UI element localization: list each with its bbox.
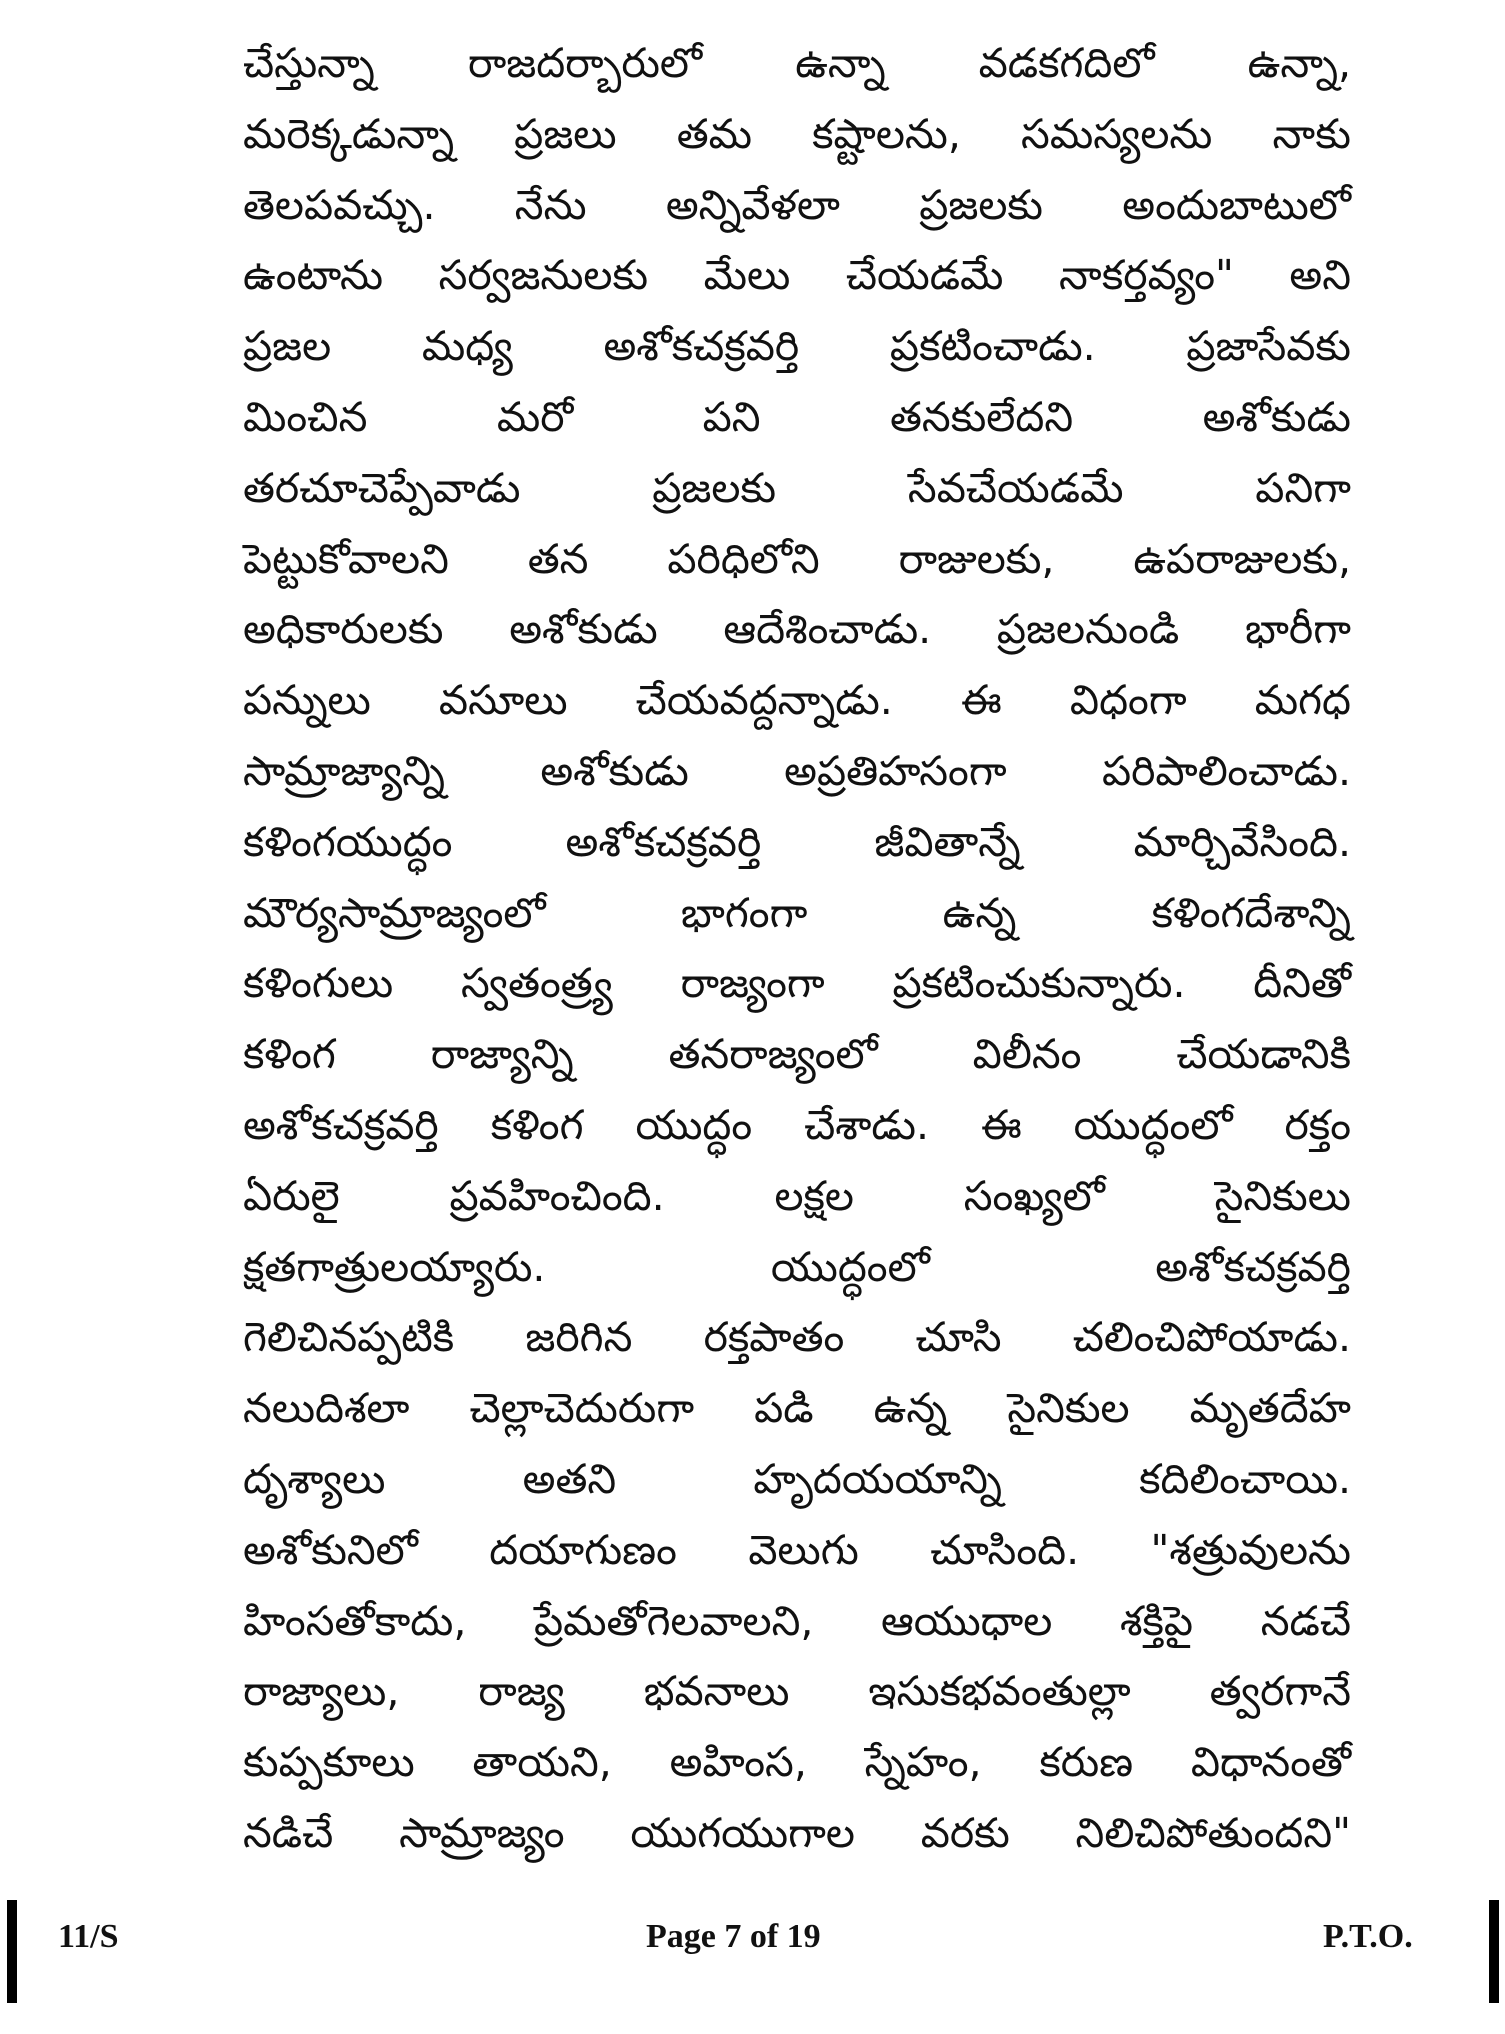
text-line: నలుదిశలా చెల్లాచెదురుగా పడి ఉన్న సైనికుల మృతదేహ xyxy=(243,1384,1351,1433)
text-line: క్షతగాత్రులయ్యారు. యుద్ధంలో అశోకచక్రవర్తి xyxy=(243,1242,1351,1291)
text-line: ఉంటాను సర్వజనులకు మేలు చేయడమే నాకర్తవ్యం" అని xyxy=(243,251,1351,300)
right-margin-bar xyxy=(1489,1900,1499,2003)
text-line: ఏరులై ప్రవహించింది. లక్షల సంఖ్యలో సైనికులు xyxy=(243,1171,1351,1220)
footer-page-number: Page 7 of 19 xyxy=(646,1918,821,1955)
text-line: తెలపవచ్చు. నేను అన్నివేళలా ప్రజలకు అందుబాటులో xyxy=(243,180,1351,229)
text-line: అశోకునిలో దయాగుణం వెలుగు చూసింది. "శత్రువులను xyxy=(243,1525,1351,1574)
text-line: హింసతోకాదు, ప్రేమతోగెలవాలని, ఆయుధాల శక్తిపై నడచే xyxy=(243,1596,1351,1645)
text-line: దృశ్యాలు అతని హృదయయాన్ని కదిలించాయి. xyxy=(243,1454,1351,1503)
text-line: అధికారులకు అశోకుడు ఆదేశించాడు. ప్రజలనుండి భారీగా xyxy=(243,605,1351,654)
text-line: రాజ్యాలు, రాజ్య భవనాలు ఇసుకభవంతుల్లా త్వరగానే xyxy=(243,1667,1351,1716)
text-line: కళింగయుద్ధం అశోకచక్రవర్తి జీవితాన్నే మార్చివేసింది. xyxy=(243,817,1351,866)
text-line: నడిచే సామ్రాజ్యం యుగయుగాల వరకు నిలిచిపోతుందని" xyxy=(243,1808,1351,1857)
text-line: గెలిచినప్పటికి జరిగిన రక్తపాతం చూసి చలించిపోయాడు. xyxy=(243,1313,1351,1362)
text-line: సామ్రాజ్యాన్ని అశోకుడు అప్రతిహసంగా పరిపాలించాడు. xyxy=(243,746,1351,795)
text-line: కళింగ రాజ్యాన్ని తనరాజ్యంలో విలీనం చేయడానికి xyxy=(243,1030,1351,1079)
text-line: తరచూచెప్పేవాడు ప్రజలకు సేవచేయడమే పనిగా xyxy=(243,463,1351,512)
text-line: మించిన మరో పని తనకులేదని అశోకుడు xyxy=(243,392,1351,441)
footer-code: 11/S xyxy=(58,1918,119,1955)
body-text xyxy=(243,28,1351,1869)
text-line: మరెక్కడున్నా ప్రజలు తమ కష్టాలను, సమస్యలను నాకు xyxy=(243,109,1351,158)
text-line: మౌర్యసామ్రాజ్యంలో భాగంగా ఉన్న కళింగదేశాన్ని xyxy=(243,888,1351,937)
text-line: ప్రజల మధ్య అశోకచక్రవర్తి ప్రకటించాడు. ప్రజాసేవకు xyxy=(243,322,1351,371)
text-line: కుప్పకూలు తాయని, అహింస, స్నేహం, కరుణ విధానంతో xyxy=(243,1738,1351,1787)
text-line: చేస్తున్నా రాజదర్బారులో ఉన్నా వడకగదిలో ఉన్నా, xyxy=(243,39,1351,87)
text-line: పెట్టుకోవాలని తన పరిధిలోని రాజులకు, ఉపరాజులకు, xyxy=(243,534,1351,583)
left-margin-bar xyxy=(7,1900,17,2003)
footer-pto: P.T.O. xyxy=(1323,1918,1413,1955)
text-line: కళింగులు స్వతంత్ర్య రాజ్యంగా ప్రకటించుకున్నారు. దీనితో xyxy=(243,959,1351,1008)
text-line: అశోకచక్రవర్తి కళింగ యుద్ధం చేశాడు. ఈ యుద్ధంలో రక్తం xyxy=(243,1100,1351,1149)
text-line: పన్నులు వసూలు చేయవద్దన్నాడు. ఈ విధంగా మగధ xyxy=(243,676,1351,725)
